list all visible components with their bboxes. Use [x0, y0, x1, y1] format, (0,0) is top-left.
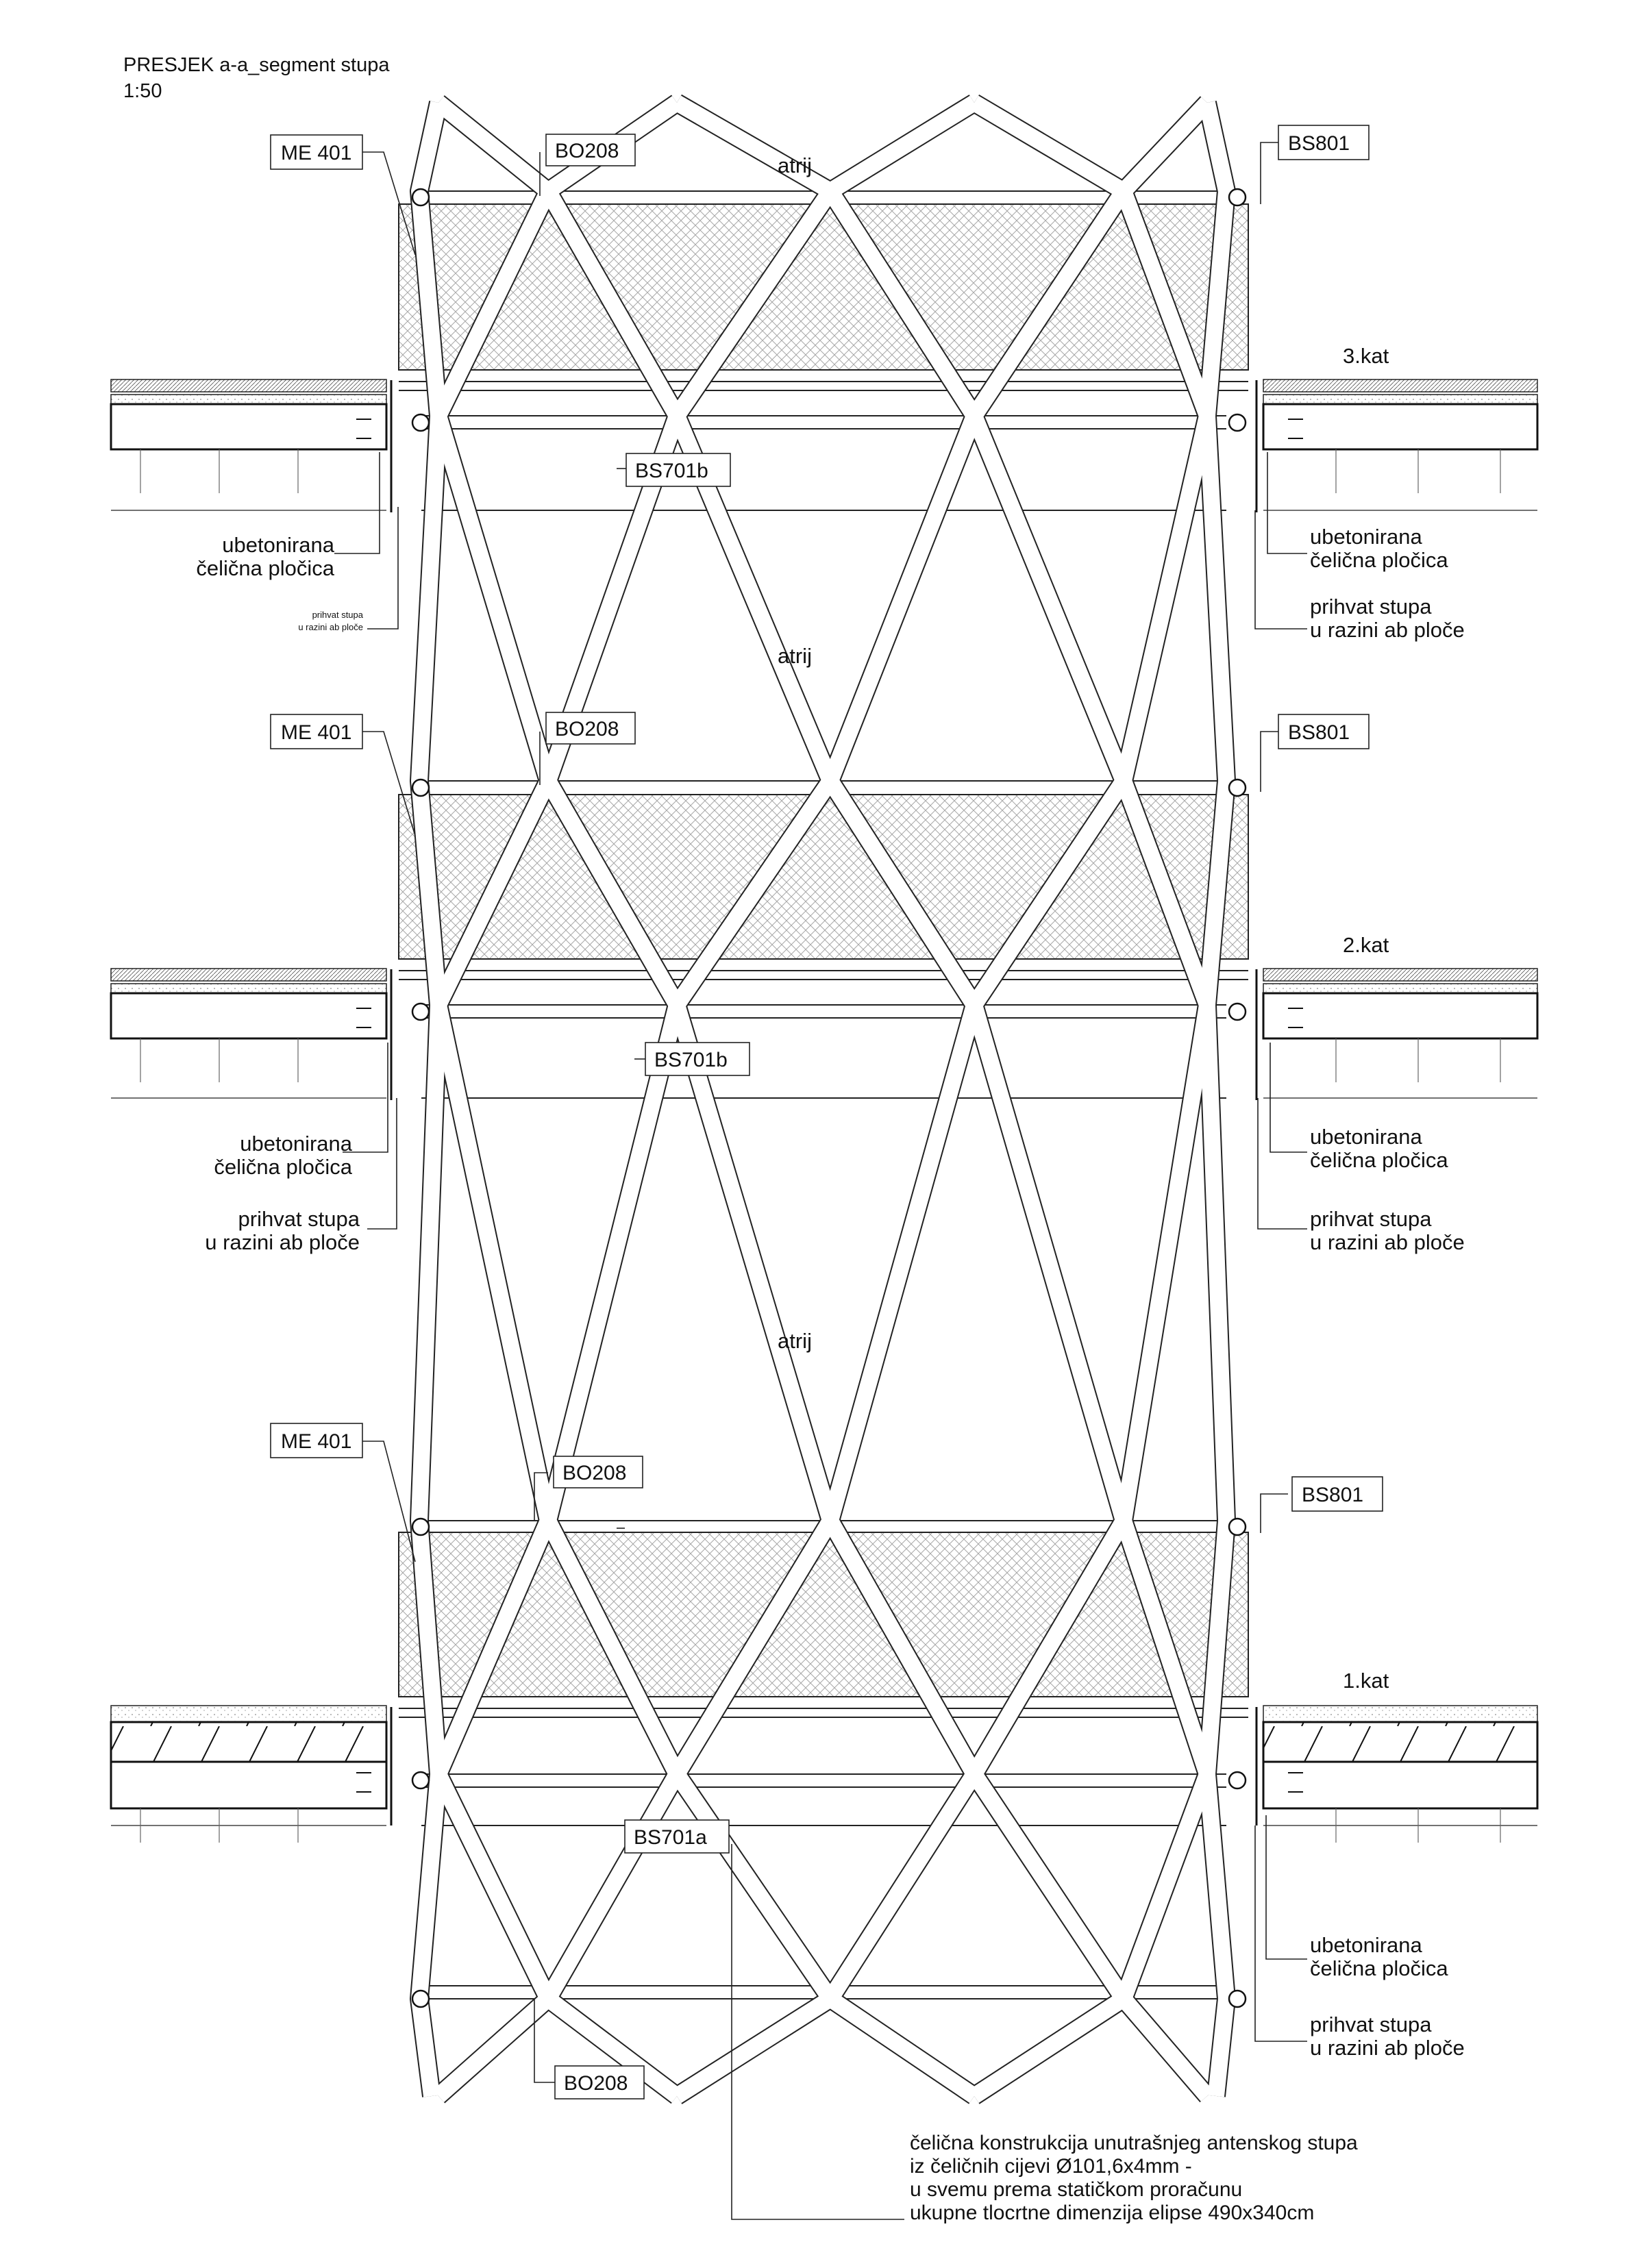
slab-floor2-right [1263, 969, 1537, 1098]
column-node [1229, 189, 1246, 205]
column-node [1229, 1991, 1246, 2007]
right-plate-floor1-l1: ubetonirana [1310, 1933, 1422, 1957]
lattice-tube [974, 1005, 1124, 1521]
left-support-floor2-l2: u razini ab ploče [205, 1230, 360, 1254]
tag-bo208-bottom: BO208 [564, 2072, 628, 2095]
column-node [1229, 1004, 1246, 1020]
lattice-tube [830, 1005, 974, 1521]
atrij-label-floor2: atrij [778, 644, 812, 668]
lattice-tube [974, 103, 1124, 191]
right-support-floor2-l1: prihvat stupa [1310, 1207, 1432, 1231]
left-plate-floor3-l2: čelična pločica [196, 556, 334, 580]
column-node [412, 1991, 429, 2007]
note-line-1: čelična konstrukcija unutrašnjeg antenskog stupa [910, 2132, 1358, 2154]
right-support-floor1-l2: u razini ab ploče [1310, 2036, 1465, 2060]
tag-bs701-floor3: BS701b [635, 460, 708, 482]
tag-bo208-floor2: BO208 [555, 718, 619, 740]
right-support-floor1-l1: prihvat stupa [1310, 2012, 1432, 2036]
lattice-tube [548, 1774, 677, 1999]
right-plate-floor1-l2: čelična pločica [1310, 1956, 1448, 1980]
column-node [1229, 1519, 1246, 1535]
atrij-label-floor3: atrij [778, 153, 812, 177]
tag-bs701-floor1: BS701a [634, 1826, 707, 1849]
lattice-tube [677, 1005, 830, 1521]
lattice-tube [677, 103, 830, 191]
tag-me401-floor2: ME 401 [281, 721, 352, 744]
lattice-tube [677, 1999, 830, 2096]
right-support-floor2-l2: u razini ab ploče [1310, 1230, 1465, 1254]
right-plate-floor3-l1: ubetonirana [1310, 525, 1422, 549]
lattice-tube [830, 1999, 974, 2096]
column-node [1229, 1772, 1246, 1789]
left-support-floor2-l1: prihvat stupa [238, 1207, 360, 1231]
lattice-tube [438, 416, 548, 781]
column-node [1229, 414, 1246, 431]
slab-floor1-right [1263, 1706, 1537, 1825]
column-node [1229, 780, 1246, 796]
left-support-floor3-l2: u razini ab ploče [298, 622, 363, 632]
lattice-tube [438, 1005, 548, 1521]
tag-bs701-floor2: BS701b [654, 1049, 728, 1071]
lattice-tube [1124, 1005, 1207, 1521]
tag-me401-floor3: ME 401 [281, 142, 352, 164]
left-plate-floor2-l2: čelična pločica [214, 1155, 352, 1179]
lattice-tube [974, 416, 1124, 781]
atrij-label-floor1: atrij [778, 1329, 812, 1353]
slab-floor2-left [111, 969, 386, 1098]
slab-floor3-left [111, 379, 386, 510]
lattice-tube [1124, 1774, 1207, 1999]
column-node [412, 189, 429, 205]
ring-beams [399, 191, 1248, 1999]
lattice-tube [1124, 1999, 1207, 2096]
level-label-3kat: 3.kat [1343, 344, 1389, 368]
left-support-floor3-l1: prihvat stupa [312, 610, 363, 620]
right-plate-floor2-l2: čelična pločica [1310, 1148, 1448, 1172]
tag-bo208-floor3: BO208 [555, 140, 619, 162]
left-plate-floor3-l1: ubetonirana [222, 533, 334, 557]
tag-bo208-floor1: BO208 [562, 1462, 627, 1484]
lattice-tube [677, 1774, 830, 1999]
tag-bs801-floor1: BS801 [1302, 1484, 1364, 1506]
drawing-scale: 1:50 [123, 80, 162, 102]
lattice-tube [830, 416, 974, 781]
tag-bs801-floor3: BS801 [1288, 132, 1350, 155]
tag-bs801-floor2: BS801 [1288, 721, 1350, 744]
lattice-tube [974, 1999, 1124, 2096]
column-node [412, 1519, 429, 1535]
right-plate-floor3-l2: čelična pločica [1310, 548, 1448, 572]
lattice-tube [438, 103, 548, 191]
column-node [412, 1004, 429, 1020]
slab-floor3-right [1263, 379, 1537, 510]
lattice-tube [548, 1005, 677, 1521]
steel-lattice [419, 103, 1226, 2096]
level-label-1kat: 1.kat [1343, 1669, 1389, 1693]
note-line-2: iz čeličnih cijevi Ø101,6x4mm - [910, 2155, 1192, 2178]
left-plate-floor2-l1: ubetonirana [240, 1132, 352, 1156]
right-plate-floor2-l1: ubetonirana [1310, 1125, 1422, 1149]
column-node [412, 414, 429, 431]
note-line-3: u svemu prema statičkom proračunu [910, 2178, 1243, 2201]
lattice-tube [1124, 103, 1207, 191]
lattice-tube [1124, 416, 1207, 781]
column-node [412, 1772, 429, 1789]
right-support-floor3-l2: u razini ab ploče [1310, 618, 1465, 642]
slab-floor1-left [111, 1706, 386, 1825]
lattice-tube [438, 1999, 548, 2096]
note-line-4: ukupne tlocrtne dimenzija elipse 490x340cm [910, 2202, 1315, 2224]
lattice-tube [974, 1774, 1124, 1999]
tag-me401-floor1: ME 401 [281, 1430, 352, 1453]
drawing-title: PRESJEK a-a_segment stupa [123, 54, 390, 76]
level-label-2kat: 2.kat [1343, 933, 1389, 957]
column-node [412, 780, 429, 796]
lattice-tube [438, 1774, 548, 1999]
right-support-floor3-l1: prihvat stupa [1310, 595, 1432, 619]
lattice-tube [830, 103, 974, 191]
lattice-tube [830, 1774, 974, 1999]
